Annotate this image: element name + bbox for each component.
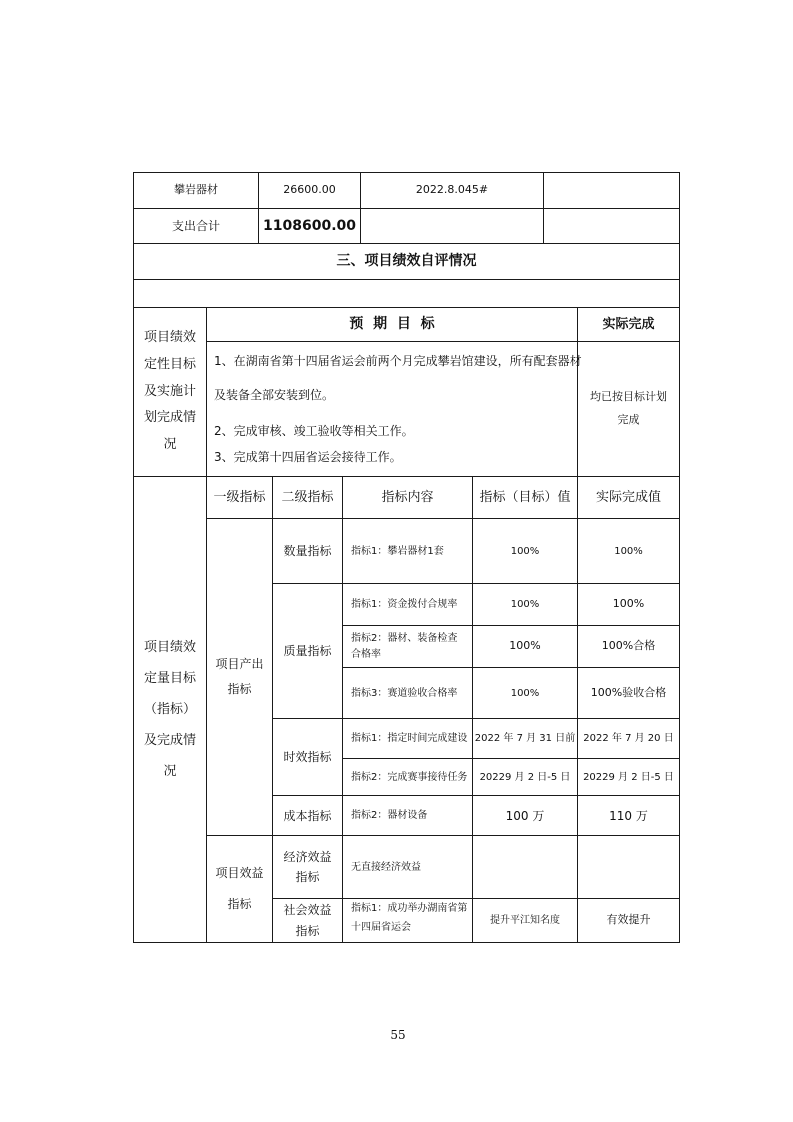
indicator-actual: 100%: [614, 545, 643, 557]
economic-indicator: [273, 836, 342, 898]
qualitative-actual-line: 均已按目标计划: [590, 390, 667, 404]
expected-goals-header: 预 期 目 标: [349, 316, 435, 332]
indicator-content-line: 指标1：成功举办湖南省第: [351, 903, 468, 914]
economic-indicator-line: 经济效益: [283, 849, 332, 864]
benefit-label-line: 项目效益: [215, 865, 264, 880]
indicator-content: 指标3：赛道验收合格率: [351, 687, 458, 699]
goal-line: 2、完成审核、竣工验收等相关工作。: [214, 424, 414, 438]
indicator-target: 100%: [510, 599, 540, 610]
header-content: 指标内容: [381, 489, 434, 505]
goal-line: 及装备全部安装到位。: [214, 388, 335, 402]
social-indicator-line: 社会效益: [283, 903, 332, 918]
total-ref: [361, 209, 543, 243]
indicator-actual: 2022 年 7 月 20 日: [583, 733, 674, 744]
indicator-content: 指标1：指定时间完成建设: [351, 733, 468, 744]
qualitative-label: [134, 308, 206, 476]
qualitative-actual: [578, 342, 679, 476]
budget-row-amount: 26600.00: [283, 183, 336, 197]
quantitative-label: [134, 477, 206, 942]
budget-row-label: 攀岩器材: [174, 183, 218, 197]
timeliness-indicator: 时效指标: [283, 750, 332, 764]
indicator-target: 20229 月 2 日-5 日: [479, 771, 571, 783]
total-extra: [544, 209, 679, 243]
indicator-content: 指标1：资金拨付合规率: [351, 599, 458, 610]
indicator-actual: [578, 836, 679, 898]
indicator-actual: 20229 月 2 日-5 日: [583, 771, 674, 783]
goal-line: 3、完成第十四届省运会接待工作。: [214, 450, 402, 464]
qualitative-label-line: 定性目标: [143, 357, 196, 373]
indicator-content: 指标2：完成赛事接待任务: [351, 771, 468, 783]
cost-indicator: 成本指标: [283, 808, 332, 823]
indicator-target: 100%: [510, 545, 540, 557]
indicator-content: 无直接经济效益: [351, 861, 421, 873]
economic-indicator-line: 指标: [295, 870, 320, 884]
indicator-content: 指标2：器材设备: [351, 810, 428, 821]
social-indicator-line: 指标: [295, 923, 320, 938]
benefit-label-line: 指标: [227, 897, 252, 911]
quality-indicator: 质量指标: [283, 644, 332, 658]
indicator-target: 100%: [510, 687, 540, 699]
qualitative-label-line: 划完成情: [143, 410, 196, 426]
indicator-target: 100%: [509, 639, 541, 653]
qualitative-label-line: 况: [163, 436, 177, 452]
budget-row-ref: 2022.8.045#: [415, 183, 489, 197]
section-title: 三、项目绩效自评情况: [336, 253, 477, 269]
indicator-content: [343, 899, 472, 942]
indicator-content-line: 十四届省运会: [351, 922, 411, 933]
quantitative-label-line: 项目绩效: [143, 639, 196, 655]
quantity-indicator: 数量指标: [283, 544, 332, 558]
budget-row-extra: [544, 173, 679, 208]
actual-complete-header: 实际完成: [602, 316, 655, 332]
indicator-actual: 100%: [612, 597, 645, 611]
indicator-target: 提升平江知名度: [490, 915, 560, 926]
total-label: 支出合计: [171, 219, 220, 233]
indicator-actual: 110 万: [609, 808, 648, 823]
indicator-target: 2022 年 7 月 31 日前: [474, 733, 576, 744]
indicator-actual: 有效提升: [606, 913, 651, 927]
quantitative-label-line: 及完成情: [143, 733, 196, 749]
indicator-target: [473, 836, 577, 898]
goal-line: 1、在湖南省第十四届省运会前两个月完成攀岩馆建设，所有配套器材: [214, 354, 582, 368]
benefit-indicator-label: [207, 836, 272, 942]
social-indicator: [273, 899, 342, 942]
header-level1: 一级指标: [213, 489, 266, 505]
quantitative-label-line: 定量目标: [143, 670, 196, 686]
quantitative-label-line: 况: [163, 764, 177, 780]
qualitative-label-line: 及实施计: [143, 383, 196, 399]
qualitative-label-line: 项目绩效: [143, 330, 196, 346]
indicator-content: 指标2：器材、装备检查合格率: [351, 632, 458, 660]
indicator-actual: 100%验收合格: [590, 685, 667, 699]
output-label-line: 项目产出: [215, 657, 264, 672]
page-number: 55: [390, 1028, 406, 1042]
header-level2: 二级指标: [281, 489, 334, 505]
header-actual: 实际完成值: [595, 489, 661, 505]
header-target: 指标（目标）值: [479, 489, 571, 505]
output-label-line: 指标: [227, 682, 252, 696]
indicator-content: 指标1：攀岩器材1套: [351, 545, 444, 557]
output-indicator-label: [207, 519, 272, 835]
quantitative-label-line: （指标）: [143, 701, 196, 717]
qualitative-actual-line: 完成: [617, 413, 640, 426]
indicator-target: 100 万: [505, 808, 545, 823]
indicator-actual: 100%合格: [601, 639, 656, 653]
total-amount: 1108600.00: [263, 217, 356, 234]
